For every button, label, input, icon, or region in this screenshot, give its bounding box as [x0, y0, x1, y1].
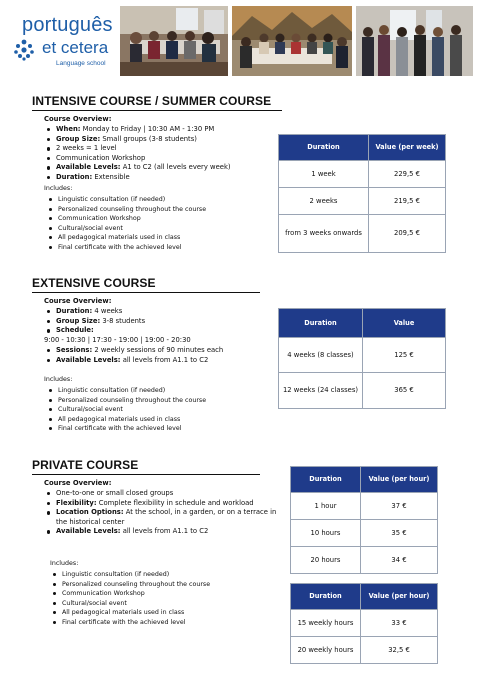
table-header: Value	[363, 309, 446, 338]
table-cell: 219,5 €	[369, 188, 446, 215]
table-cell: 32,5 €	[361, 637, 438, 664]
group-photo-table	[232, 6, 352, 76]
table-row	[279, 188, 446, 215]
list-item: Final certificate with the achieved level	[52, 618, 210, 628]
table-cell: 209,5 €	[369, 215, 446, 253]
section-rule	[32, 110, 282, 111]
list-item: Communication Workshop	[48, 214, 206, 224]
extensive-overview-list-b	[46, 346, 286, 365]
table-cell: 33 €	[361, 610, 438, 637]
list-item: Final certificate with the achieved level	[48, 424, 206, 434]
list-item: When: Monday to Friday | 10:30 AM - 1:30 PM	[46, 125, 286, 135]
table-cell: 12 weeks (24 classes)	[279, 373, 363, 409]
logo-text-et-cetera: et cetera	[42, 38, 109, 57]
list-item: All pedagogical materials used in class	[48, 415, 206, 425]
table-cell: 229,5 €	[369, 161, 446, 188]
table-cell: 34 €	[361, 547, 438, 574]
section-rule	[32, 292, 260, 293]
includes-title: Includes:	[44, 185, 73, 192]
list-item: Personalized counseling throughout the course	[48, 396, 206, 406]
course-overview-title: Course Overview:	[44, 479, 112, 487]
table-header: Value (per hour)	[361, 584, 438, 610]
table-row	[279, 373, 446, 409]
table-header: Duration	[279, 135, 369, 161]
list-item: Communication Workshop	[52, 589, 210, 599]
table-row	[291, 610, 438, 637]
list-item: Communication Workshop	[46, 154, 286, 164]
table-header: Duration	[291, 584, 361, 610]
table-header: Value (per hour)	[361, 467, 438, 493]
table-cell: 365 €	[363, 373, 446, 409]
list-item: Personalized counseling throughout the course	[52, 580, 210, 590]
private-overview-list	[46, 489, 282, 537]
section-title-private: PRIVATE COURSE	[32, 458, 139, 472]
logo-text-portugues: português	[22, 14, 113, 36]
table-cell: 37 €	[361, 493, 438, 520]
table-cell: from 3 weeks onwards	[279, 215, 369, 253]
private-includes-list	[52, 570, 210, 628]
table-row	[279, 215, 446, 253]
table-header: Duration	[291, 467, 361, 493]
table-cell: 20 hours	[291, 547, 361, 574]
logo-subtitle: Language school	[56, 60, 106, 67]
list-item: Location Options: At the school, in a garden, or on a terrace in the historical center	[46, 508, 282, 527]
list-item: Available Levels: all levels from A1.1 to C2	[46, 356, 286, 366]
extensive-overview-list-a	[46, 307, 286, 336]
section-rule	[32, 474, 260, 475]
table-row	[291, 520, 438, 547]
private-weekly-table	[290, 583, 438, 664]
list-item: Sessions: 2 weekly sessions of 90 minutes each	[46, 346, 286, 356]
list-item: All pedagogical materials used in class	[52, 608, 210, 618]
table-cell: 10 hours	[291, 520, 361, 547]
list-item: Cultural/social event	[48, 224, 206, 234]
group-photo-classroom	[120, 6, 228, 76]
table-header: Duration	[279, 309, 363, 338]
list-item: Duration: 4 weeks	[46, 307, 286, 317]
table-cell: 20 weekly hours	[291, 637, 361, 664]
table-cell: 35 €	[361, 520, 438, 547]
includes-title: Includes:	[44, 376, 73, 383]
section-title-intensive: INTENSIVE COURSE / SUMMER COURSE	[32, 94, 272, 108]
course-overview-title: Course Overview:	[44, 115, 112, 123]
list-item: Available Levels: all levels from A1.1 to C2	[46, 527, 282, 537]
list-item: Flexibility: Complete flexibility in schedule and workload	[46, 499, 282, 509]
list-item: Linguistic consultation (if needed)	[52, 570, 210, 580]
intensive-includes-list	[48, 195, 206, 253]
extensive-price-table	[278, 308, 446, 409]
list-item: 2 weeks = 1 level	[46, 144, 286, 154]
table-cell: 1 hour	[291, 493, 361, 520]
extensive-includes-list	[48, 386, 206, 434]
list-item: Cultural/social event	[48, 405, 206, 415]
private-hourly-table	[290, 466, 438, 574]
intensive-price-table	[278, 134, 446, 253]
list-item: Group Size: 3-8 students	[46, 317, 286, 327]
table-row	[291, 493, 438, 520]
logo-dots-icon	[12, 38, 36, 62]
list-item: Duration: Extensible	[46, 173, 286, 183]
list-item: Linguistic consultation (if needed)	[48, 386, 206, 396]
table-row	[291, 547, 438, 574]
list-item: Cultural/social event	[52, 599, 210, 609]
table-cell: 125 €	[363, 338, 446, 373]
table-row	[279, 161, 446, 188]
list-item: Personalized counseling throughout the course	[48, 205, 206, 215]
list-item: Schedule:	[46, 326, 286, 336]
group-photo-standing	[356, 6, 473, 76]
section-title-extensive: EXTENSIVE COURSE	[32, 276, 156, 290]
table-cell: 15 weekly hours	[291, 610, 361, 637]
table-cell: 4 weeks (8 classes)	[279, 338, 363, 373]
schedule-times: 9:00 - 10:30 | 17:30 - 19:00 | 19:00 - 20:30	[44, 336, 191, 344]
list-item: Final certificate with the achieved level	[48, 243, 206, 253]
table-cell: 1 week	[279, 161, 369, 188]
school-logo	[12, 12, 116, 74]
list-item: Available Levels: A1 to C2 (all levels every week)	[46, 163, 286, 173]
list-item: Linguistic consultation (if needed)	[48, 195, 206, 205]
table-cell: 2 weeks	[279, 188, 369, 215]
intensive-overview-list	[46, 125, 286, 183]
list-item: Group Size: Small groups (3-8 students)	[46, 135, 286, 145]
table-row	[279, 338, 446, 373]
table-row	[291, 637, 438, 664]
table-header: Value (per week)	[369, 135, 446, 161]
includes-title: Includes:	[50, 560, 79, 567]
course-overview-title: Course Overview:	[44, 297, 112, 305]
list-item: All pedagogical materials used in class	[48, 233, 206, 243]
list-item: One-to-one or small closed groups	[46, 489, 282, 499]
